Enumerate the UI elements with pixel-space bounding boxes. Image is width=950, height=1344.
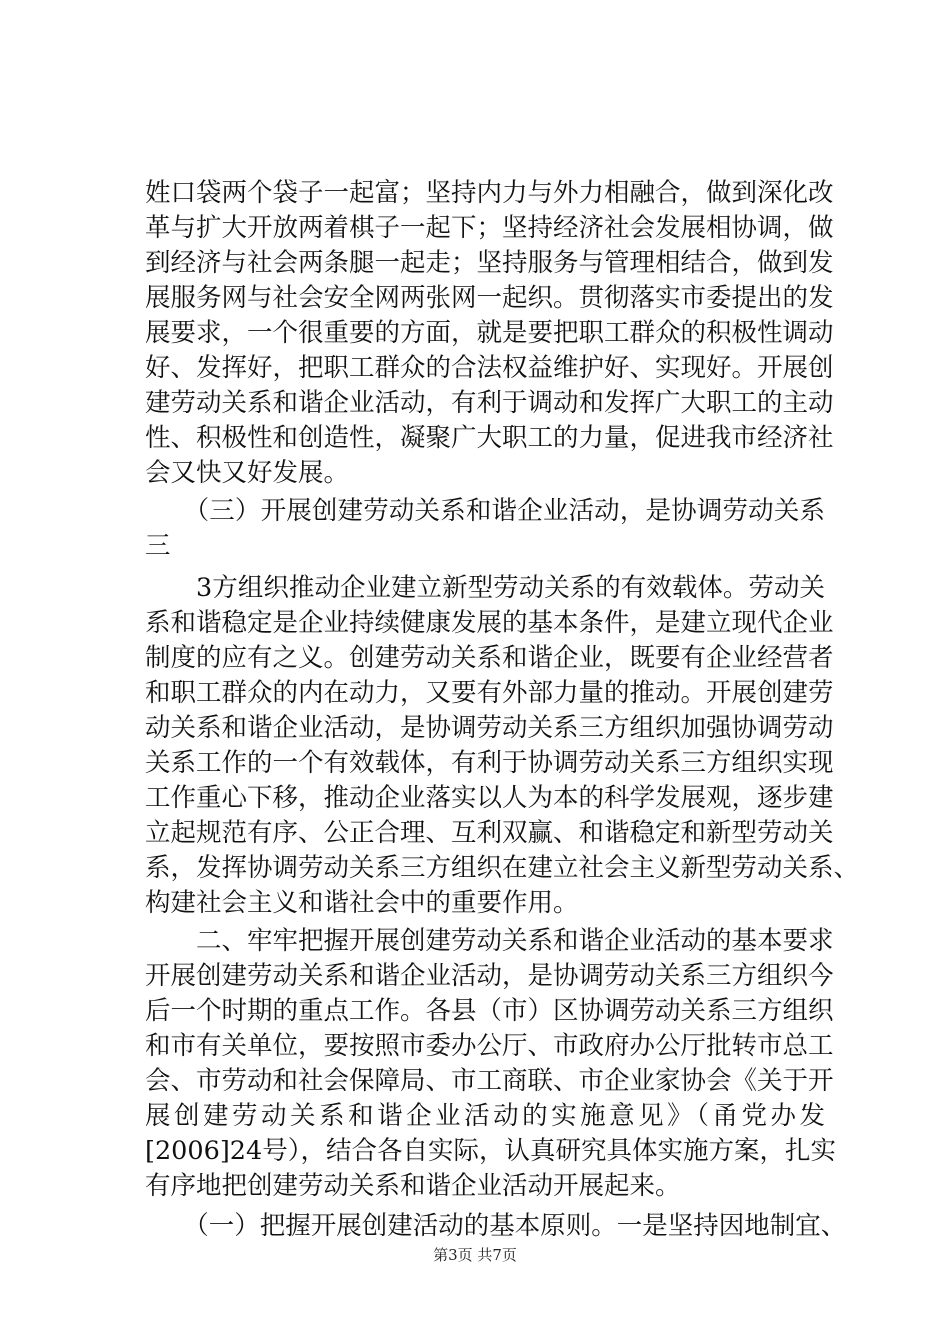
paragraph-line: 立起规范有序、公正合理、互利双赢、和谐稳定和新型劳动关 [145, 818, 834, 848]
paragraph-line: 性、积极性和创造性，凝聚广大职工的力量，促进我市经济社 [145, 423, 834, 453]
paragraph-line: 有序地把创建劳动关系和谐企业活动开展起来。 [145, 1171, 681, 1201]
page-number-footer: 第3页 共7页 [433, 1246, 517, 1264]
paragraph-line: 3方组织推动企业建立新型劳动关系的有效载体。劳动关 [145, 573, 825, 603]
paragraph-line: [2006]24号），结合各自实际，认真研究具体实施方案，扎实 [145, 1136, 836, 1166]
paragraph-line: 建劳动关系和谐企业活动，有利于调动和发挥广大职工的主动 [145, 388, 834, 418]
paragraph-line: 会又快又好发展。 [145, 458, 350, 488]
paragraph-line: 和职工群众的内在动力，又要有外部力量的推动。开展创建劳 [145, 678, 834, 708]
section-heading-line: （三）开展创建劳动关系和谐企业活动，是协调劳动关系 [145, 496, 825, 526]
paragraph-line: 和市有关单位，要按照市委办公厅、市政府办公厅批转市总工 [145, 1031, 834, 1061]
paragraph-line: 好、发挥好，把职工群众的合法权益维护好、实现好。开展创 [145, 353, 834, 383]
paragraph-line: 革与扩大开放两着棋子一起下；坚持经济社会发展相协调，做 [145, 213, 834, 243]
paragraph-line: （一）把握开展创建活动的基本原则。一是坚持因地制宜、 [145, 1211, 847, 1241]
paragraph-line: 系，发挥协调劳动关系三方组织在建立社会主义新型劳动关系、 [145, 853, 860, 883]
paragraph-line: 工作重心下移，推动企业落实以人为本的科学发展观，逐步建 [145, 783, 834, 813]
paragraph-line: 展创建劳动关系和谐企业活动的实施意见》（甬党办发 [145, 1101, 825, 1131]
paragraph-line: 姓口袋两个袋子一起富；坚持内力与外力相融合，做到深化改 [145, 178, 834, 208]
paragraph-line: 展服务网与社会安全网两张网一起织。贯彻落实市委提出的发 [145, 283, 834, 313]
paragraph-line: 动关系和谐企业活动，是协调劳动关系三方组织加强协调劳动 [145, 713, 834, 743]
paragraph-line: 展要求，一个很重要的方面，就是要把职工群众的积极性调动 [145, 318, 834, 348]
paragraph-line: 到经济与社会两条腿一起走；坚持服务与管理相结合，做到发 [145, 248, 834, 278]
paragraph-line: 会、市劳动和社会保障局、市工商联、市企业家协会《关于开 [145, 1066, 834, 1096]
paragraph-line: 系和谐稳定是企业持续健康发展的基本条件，是建立现代企业 [145, 608, 834, 638]
paragraph-line: 开展创建劳动关系和谐企业活动，是协调劳动关系三方组织今 [145, 961, 834, 991]
paragraph-line: 制度的应有之义。创建劳动关系和谐企业，既要有企业经营者 [145, 643, 834, 673]
paragraph-line: 后一个时期的重点工作。各县（市）区协调劳动关系三方组织 [145, 996, 834, 1026]
section-heading-line: 二、牢牢把握开展创建劳动关系和谐企业活动的基本要求 [145, 926, 834, 956]
paragraph-line: 关系工作的一个有效载体，有利于协调劳动关系三方组织实现 [145, 748, 834, 778]
paragraph-line: 三 [145, 531, 171, 561]
paragraph-line: 构建社会主义和谐社会中的重要作用。 [145, 888, 579, 918]
